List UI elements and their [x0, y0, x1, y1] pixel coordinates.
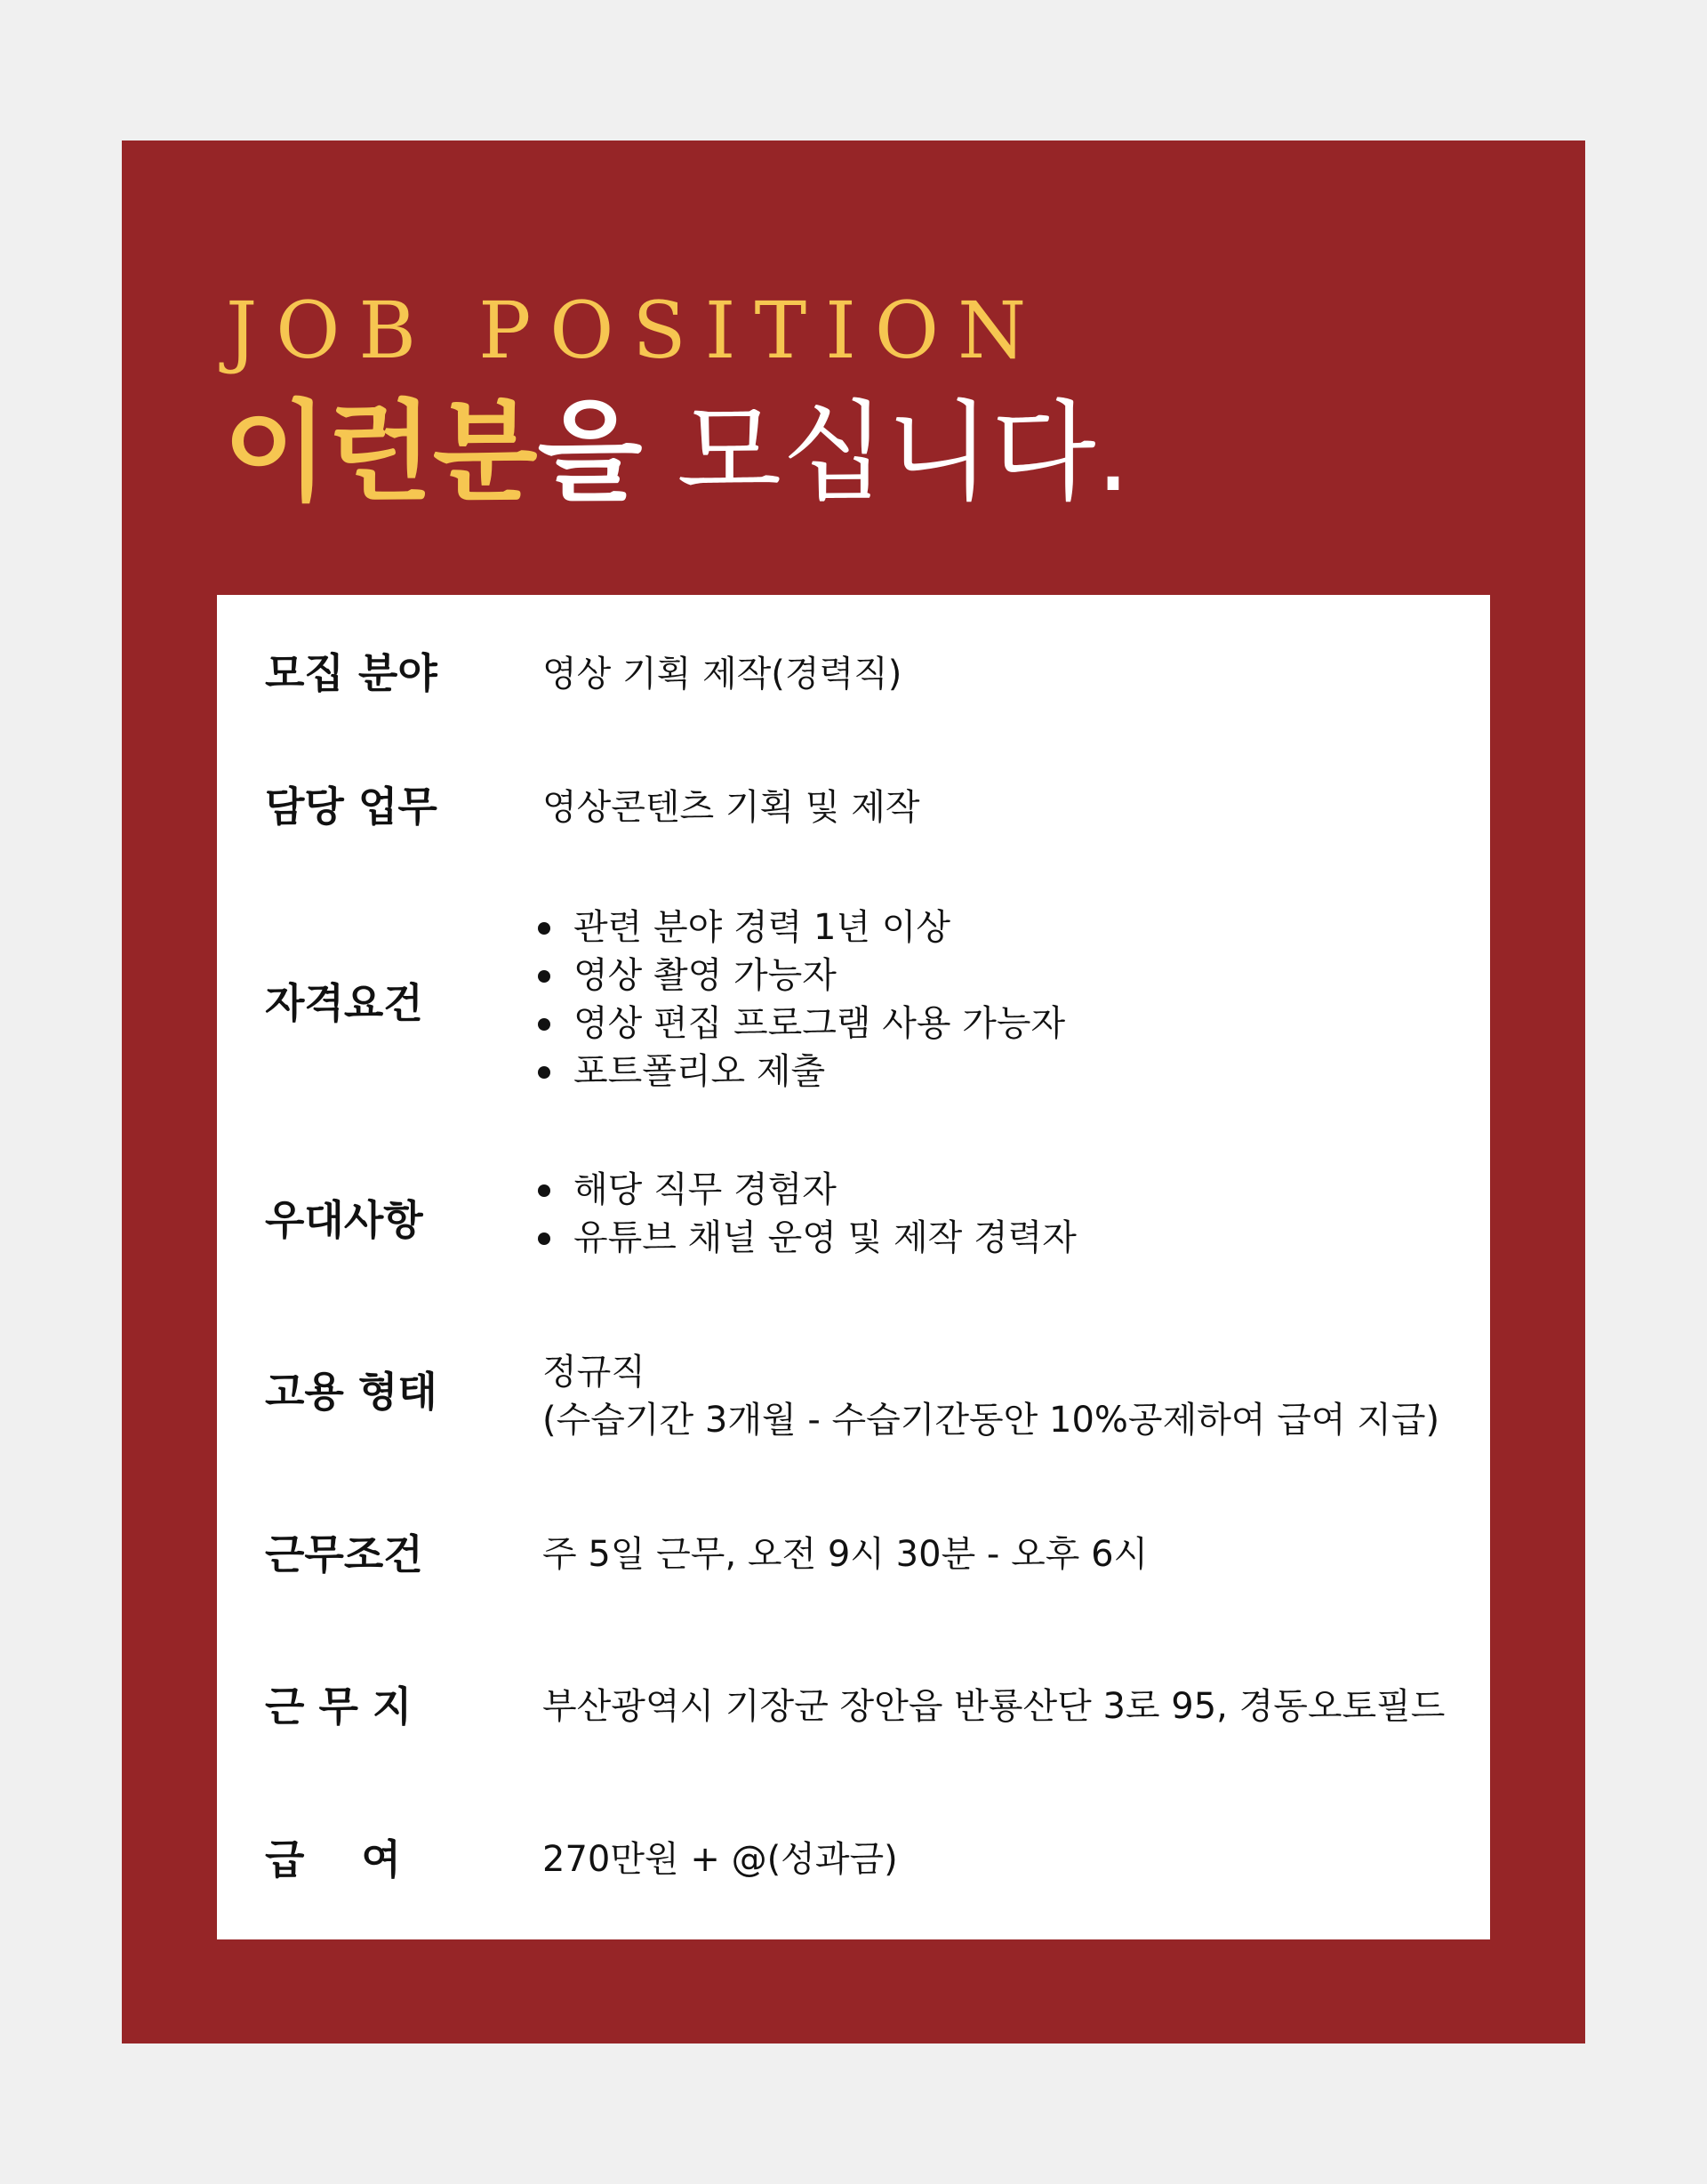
bullet-item: 포트폴리오 제출: [538, 1048, 1065, 1096]
row-label: 고용 형태: [265, 1368, 437, 1416]
poster-kicker: JOB POSITION: [226, 285, 1046, 376]
row-value-lines: [542, 1348, 1439, 1444]
row-value: 주 5일 근무, 오전 9시 30분 - 오후 6시: [542, 1534, 1149, 1575]
details-card: [217, 595, 1490, 1939]
row-label: 근 무 지: [265, 1682, 413, 1730]
bullet-item: 영상 촬영 가능자: [538, 951, 1065, 1000]
row-label: 우대사항: [265, 1196, 423, 1244]
bullet-item: 해당 직무 경험자: [538, 1166, 1077, 1214]
headline-particle: 을: [537, 389, 643, 516]
row-label: 근무조건: [265, 1530, 423, 1578]
row-bullet-list: [538, 903, 1065, 1096]
bullet-item: 유튜브 채널 운영 및 제작 경력자: [538, 1214, 1077, 1262]
bullet-item: 관련 분야 경력 1년 이상: [538, 903, 1065, 951]
row-value: 영상 기획 제작(경력직): [542, 654, 902, 695]
poster-headline: [223, 389, 1131, 516]
row-label: 담당 업무: [265, 783, 437, 831]
headline-highlight: 이런분: [223, 389, 538, 516]
headline-rest: 모십니다.: [642, 389, 1131, 516]
row-value: 영상콘텐츠 기획 및 제작: [542, 787, 920, 828]
value-line: 정규직: [542, 1352, 645, 1393]
row-label: 자격요건: [265, 979, 423, 1027]
bullet-item: 영상 편집 프로그램 사용 가능자: [538, 1000, 1065, 1048]
row-label: 모집 분야: [265, 649, 437, 697]
row-label: 급 여: [265, 1835, 401, 1883]
row-value: 부산광역시 기장군 장안읍 반룡산단 3로 95, 경동오토필드: [542, 1686, 1446, 1727]
row-value: 270만원 + @(성과금): [542, 1839, 898, 1880]
job-poster: [122, 141, 1585, 2043]
value-line: (수습기간 3개월 - 수습기간동안 10%공제하여 급여 지급): [542, 1400, 1440, 1441]
row-bullet-list: [538, 1166, 1077, 1262]
